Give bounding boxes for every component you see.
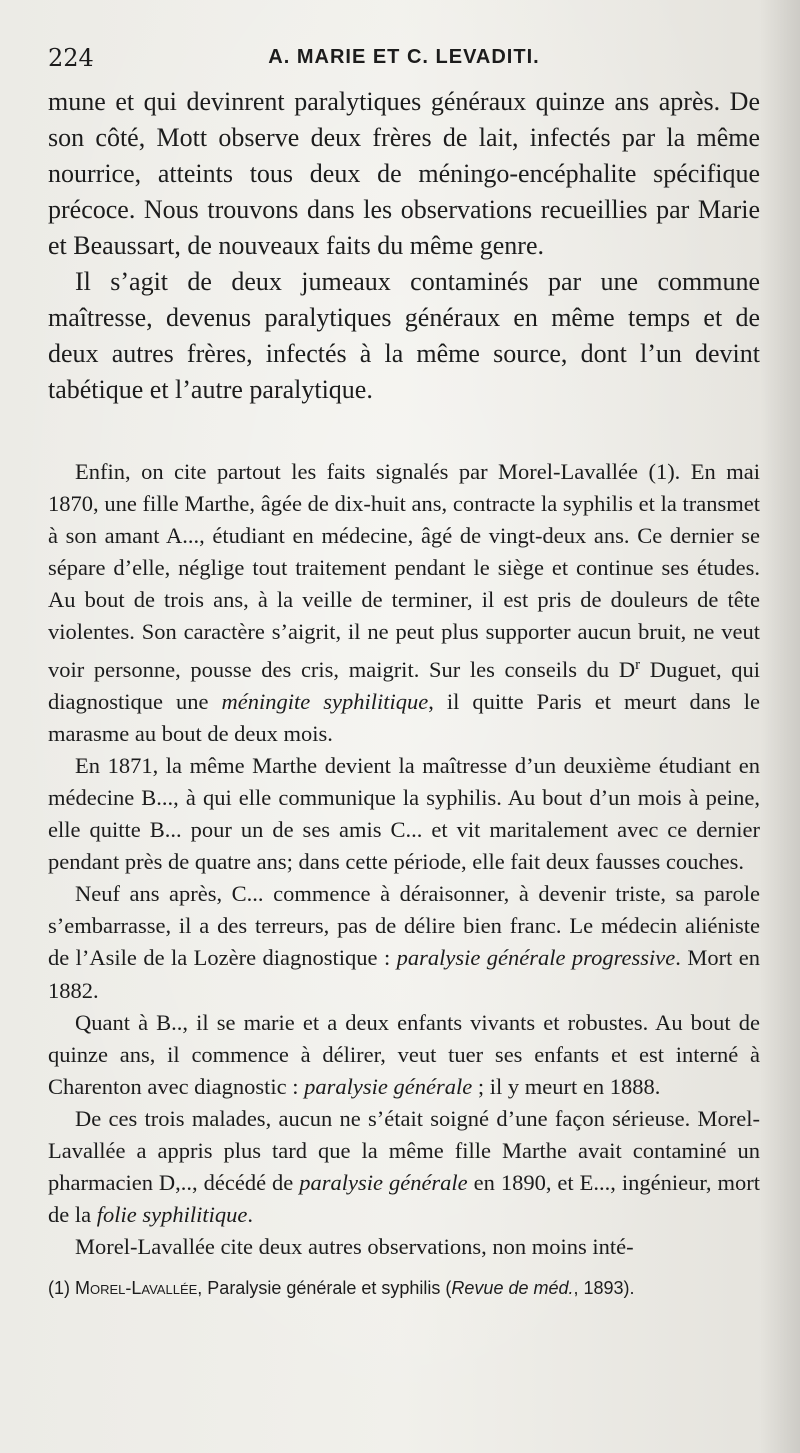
paragraph — [48, 1103, 760, 1231]
upper-text-block — [48, 84, 760, 408]
text-run: en 1890, et E..., ingénieur, mort de la — [48, 1170, 760, 1228]
page-header — [48, 44, 760, 80]
text-run: Enfin, on cite partout les faits signalés par Morel-Lavallée (1). En mai 1870, une fille Marthe, âgée de dix-huit ans, contracte la syphilis et la transmet à son amant A..., étudiant en médecine, âgé de vingt-deux ans. Ce dernier se sépare d’elle, néglige tout traitement pendant le siège et continue ses études. Au bout de trois ans, à la veille de terminer, il est pris de douleurs de tête violentes. Son caractère s’aigrit, il ne peut plus supporter aucun bruit, ne veut voir personne, pousse des cris, maigrit. Sur les conseils du D — [48, 459, 760, 682]
italic-term: méningite syphilitique — [221, 688, 429, 714]
lower-text-block — [48, 456, 760, 1263]
paragraph: En 1871, la même Marthe devient la maîtresse d’un deuxième étudiant en médecine B..., à qui elle communique la syphilis. Au bout d’un mois à peine, elle quitte B... pour un de ses amis C... et vit maritalement avec ce dernier pendant près de quatre ans; dans cette période, elle fait deux fausses couches. — [48, 752, 760, 875]
running-head: A. MARIE ET C. LEVADITI. — [268, 46, 540, 68]
footnote-text: , Paralysie générale et syphilis ( — [197, 1278, 452, 1298]
italic-term: folie syphilitique — [96, 1202, 248, 1228]
paragraph: Il s’agit de deux jumeaux contaminés par une commune maîtresse, devenus paralytiques généraux en même temps et de deux autres frères, infectés à la même source, dont l’un devint tabétique et l’autre paralytique. — [48, 267, 760, 404]
footnote — [48, 1276, 760, 1301]
footnote-marker: (1) — [48, 1278, 75, 1298]
text-run: Quant à B.., il se marie et a deux enfants vivants et robustes. Au bout de quinze ans, il commence à délirer, veut tuer ses enfants et est interné à Charenton avec diagnostic : — [48, 1009, 760, 1099]
text-run: . Mort en 1882. — [48, 945, 760, 1003]
italic-term: paralysie générale progressive — [396, 945, 676, 971]
page-edge-shadow — [760, 0, 800, 1453]
text-run: . — [247, 1202, 253, 1228]
footnote-journal: Revue de méd. — [451, 1278, 574, 1298]
text-run: De ces trois malades, aucun ne s’était soigné d’une façon sérieuse. Morel-Lavallée a appris plus tard que la même fille Marthe avait contaminé un pharmacien D,.., décédé de — [48, 1105, 760, 1196]
paragraph — [48, 878, 760, 1006]
text-run: ; il y meurt en 1888. — [472, 1073, 661, 1099]
paragraph: Morel-Lavallée cite deux autres observations, non moins inté- — [75, 1234, 634, 1260]
text-run: Neuf ans après, C... commence à déraisonner, à devenir triste, sa parole s’embarrasse, il a des terreurs, pas de délire bien franc. Le médecin aliéniste de l’Asile de la Lozère diagnostique : — [48, 881, 760, 971]
paragraph: mune et qui devinrent paralytiques généraux quinze ans après. De son côté, Mott observe deux frères de lait, infectés par la même nourrice, atteints tous deux de méningo-encéphalite spécifique précoce. Nous trouvons dans les observations recueillies par Marie et Beaussart, de nouveaux faits du même genre. — [48, 87, 760, 260]
paragraph — [48, 1007, 760, 1103]
italic-term: paralysie générale — [304, 1073, 473, 1099]
text-run: , il quitte Paris et meurt dans le marasme au bout de deux mois. — [48, 688, 760, 746]
text-run: Duguet, qui diagnostique une — [48, 656, 760, 714]
footnote-end: , 1893). — [573, 1278, 635, 1298]
superscript: r — [635, 656, 641, 673]
italic-term: paralysie générale — [299, 1170, 468, 1196]
paragraph — [48, 456, 760, 750]
footnote-author: Morel-Lavallée — [75, 1278, 198, 1298]
page-number: 224 — [48, 44, 94, 72]
